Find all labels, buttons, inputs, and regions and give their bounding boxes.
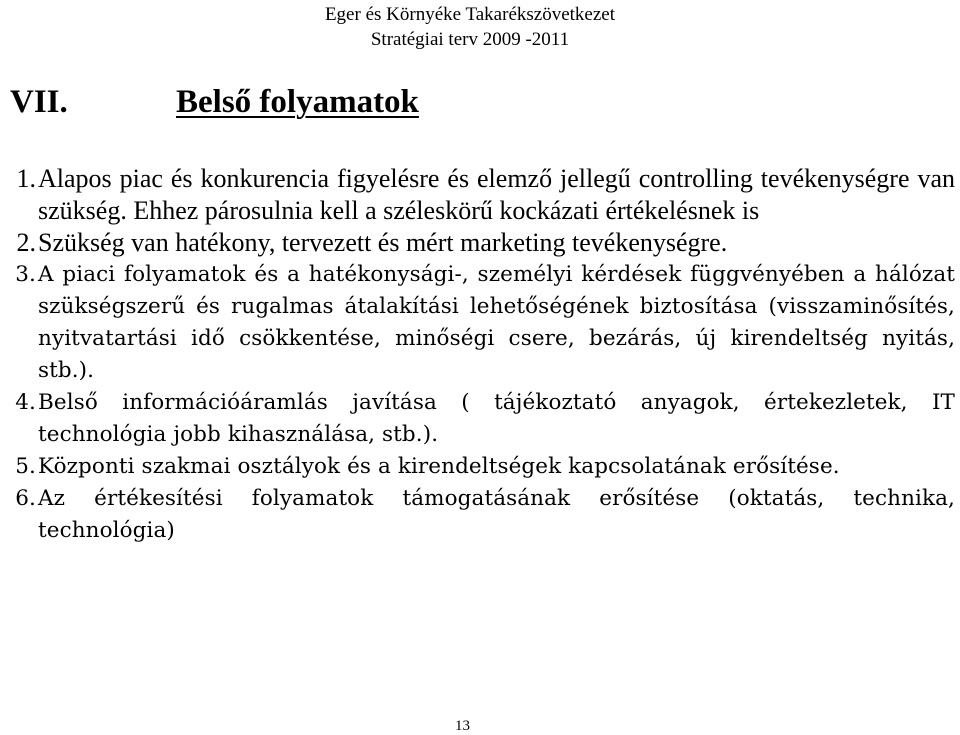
header-organization: Eger és Környéke Takarékszövetkezet (324, 4, 615, 25)
page-number: 13 (455, 718, 470, 734)
item-text: A piaci folyamatok és a hatékonysági-, személyi kérdések függvényében a hálózat szükségszerű és rugalmas átalakítási lehetőségének biztosítása (visszaminősítés, nyitvatartási idő csökkentése, minőségi csere, bezárás, új kirendeltség nyitás, stb.). (38, 262, 955, 383)
item-text: Központi szakmai osztályok és a kirendeltségek kapcsolatának erősítése. (38, 454, 840, 479)
list-item (0, 163, 960, 227)
header-subtitle: Stratégiai terv 2009 -2011 (370, 29, 570, 50)
item-text: Szükség van hatékony, tervezett és mért marketing tevékenységre. (38, 228, 728, 257)
item-number: 2. (16, 228, 36, 257)
item-number: 1. (16, 164, 36, 193)
list-item (0, 259, 960, 387)
item-number: 3. (15, 262, 36, 287)
list-item (0, 483, 960, 547)
list-item (0, 227, 960, 259)
item-number: 4. (15, 390, 36, 415)
chapter-number: VII. (10, 84, 68, 120)
item-text: Belső információáramlás javítása ( tájékoztató anyagok, értekezletek, IT technológia jobb kihasználása, stb.). (38, 390, 955, 447)
list-item (0, 451, 960, 483)
chapter-title: Belső folyamatok (176, 84, 419, 120)
document-header (325, 2, 615, 52)
item-text: Alapos piac és konkurencia figyelésre és elemző jellegű controlling tevékenységre van szükség. Ehhez párosulnia kell a széleskörű kockázati értékelésnek is (38, 164, 955, 225)
chapter-heading (10, 84, 419, 121)
list-item (0, 387, 960, 451)
item-number: 6. (15, 486, 36, 511)
item-number: 5. (15, 454, 36, 479)
item-list (0, 163, 960, 547)
item-text: Az értékesítési folyamatok támogatásának erősítése (oktatás, technika, technológia) (38, 486, 955, 543)
